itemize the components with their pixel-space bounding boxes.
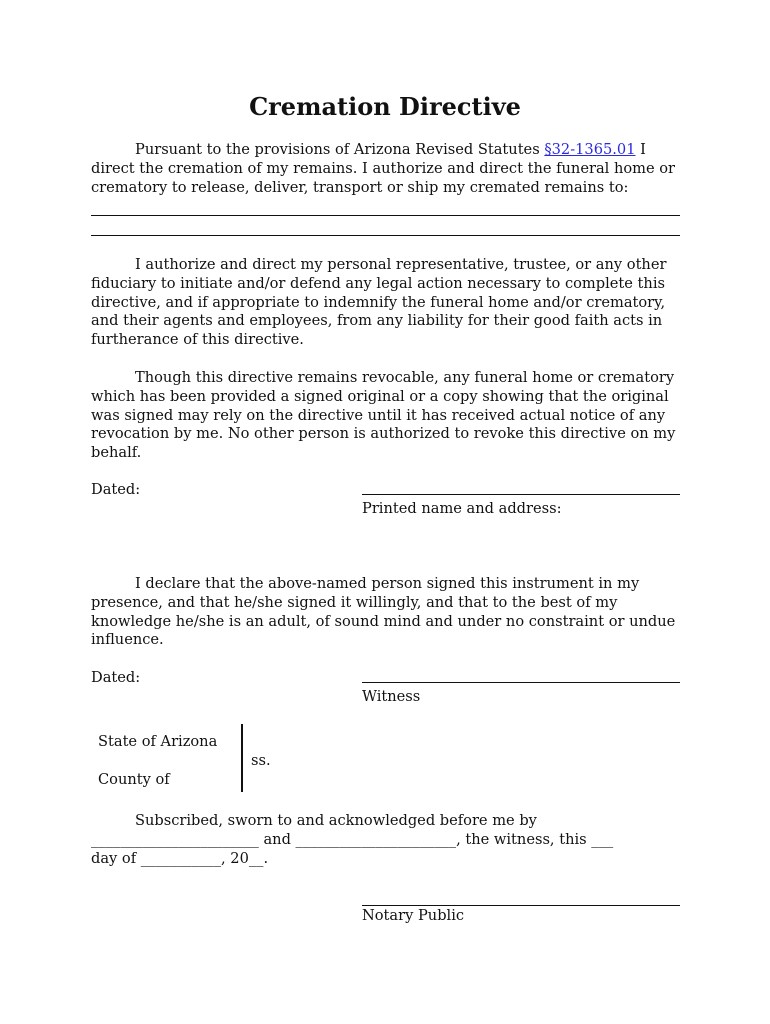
statute-rest-text: I direct the cremation of my remains. I authorize and direct the funeral home or crematory to release, deliver, transport or ship my cremated remains to: [91,141,676,196]
notary-caption: Notary Public [362,907,465,924]
printed-name-signature-line[interactable] [362,494,680,495]
statute-intro-text: Pursuant to the provisions of Arizona Revised Statutes [135,141,545,158]
revocable-text: Though this directive remains revocable, any funeral home or crematory which has been provided a signed original or a copy showing that the original was signed may rely on the directive until it has received actual notice of any revocation by me. No other person is authorized to revoke this directive on my behalf. [91,369,676,462]
recipient-line-2[interactable] [91,235,680,236]
document-title: Cremation Directive [249,92,521,121]
notary-signature-line[interactable] [362,905,680,906]
paragraph-revocable [91,369,691,463]
witness-signature-line[interactable] [362,682,680,683]
state-label: State of Arizona [98,733,218,750]
witness-caption: Witness [362,688,421,705]
paragraph-authorize [91,256,691,350]
venue-bracket-bar [241,724,243,792]
declaration-text: I declare that the above-named person signed this instrument in my presence, and that he/she signed it willingly, and that to the best of my knowledge he/she is an adult, of sound mind and under no constraint or undue influence. [91,575,676,649]
notary-line-1 [91,812,691,831]
paragraph-declaration [91,575,691,650]
dated-label-1: Dated: [91,481,141,498]
county-label: County of [98,771,170,788]
dated-label-2: Dated: [91,669,141,686]
recipient-line-1[interactable] [91,215,680,216]
paragraph-statute [91,141,691,197]
notary-intro-text: Subscribed, sworn to and acknowledged before me by [135,812,537,829]
notary-line-3: day of ___________, 20__. [91,850,269,867]
ss-label: ss. [251,752,271,769]
printed-name-caption: Printed name and address: [362,500,562,517]
notary-line-2: _______________________ and ______________________, the witness, this ___ [91,831,614,848]
authorize-text: I authorize and direct my personal representative, trustee, or any other fiduciary to initiate and/or defend any legal action necessary to complete this directive, and if appropriate to indemnify the funeral home and/or crematory, and their agents and employees, from any liability for their good faith acts in furtherance of this directive. [91,256,667,349]
statute-link[interactable]: §32-1365.01 [544,141,636,158]
